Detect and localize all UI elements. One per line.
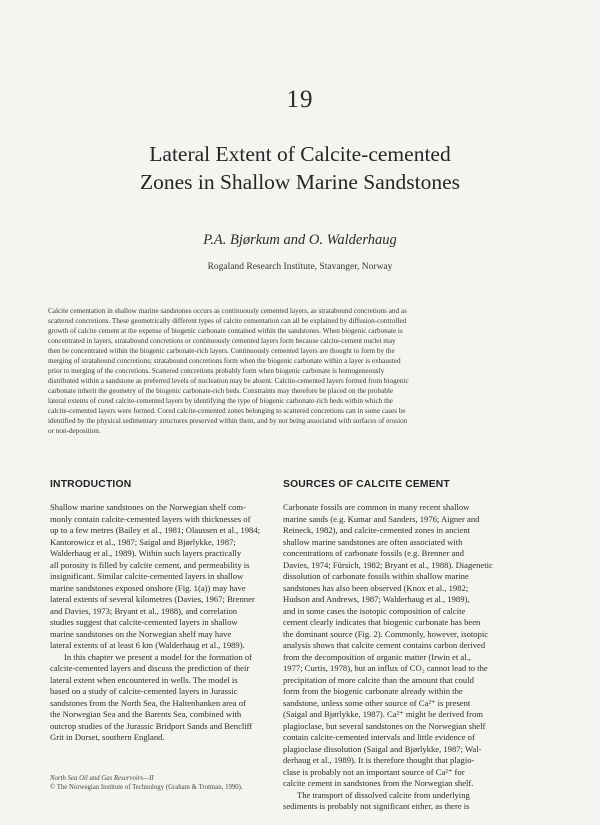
text-line: Carbonate fossils are common in many recent shallow	[283, 502, 470, 512]
text-line: marine sandstones exposed onshore (Fig. 1(a)) may have	[50, 582, 246, 593]
text-line: contain calcite-cemented intervals and little evidence of	[283, 732, 475, 742]
text-line: Reineck, 1982), and calcite-cemented zones in ancient	[283, 525, 471, 535]
text-line: insignificant. Similar calcite-cemented layers in shallow	[50, 571, 244, 581]
introduction-paragraph-2	[50, 652, 298, 744]
text-line: sandstones has also been observed (Knox et al., 1982;	[283, 582, 469, 593]
footer	[50, 774, 290, 792]
text-line: calcite-cemented layers and discuss the prediction of their	[50, 663, 250, 673]
text-line: precipitation of more calcite than the amount that could	[283, 674, 474, 685]
text-line: plagioclase, but several sandstones on the Norwegian shelf	[283, 720, 486, 731]
text-line: Hudson and Andrews, 1987; Walderhaug et al., 1989),	[283, 594, 470, 604]
text-line: monly contain calcite-cemented layers with thicknesses of	[50, 513, 251, 524]
chapter-title-line-2: Zones in Shallow Marine Sandstones	[139, 170, 461, 194]
text-line: sediments is probably not significant either, as there is	[283, 801, 470, 811]
text-line: from the decomposition of organic matter (Irwin et al.,	[283, 651, 471, 662]
sources-paragraph-1	[283, 502, 531, 790]
text-line: Walderhaug et al., 1989). Within such layers practically	[50, 548, 242, 558]
text-line: up to a few metres (Bailey et al., 1981; Olaussen et al., 1984;	[50, 525, 261, 535]
text-line: the dominant source (Fig. 2). Commonly, however, isotopic	[283, 628, 489, 639]
text-line: clase is probably not an important source of Ca²⁺ for	[283, 766, 465, 777]
text-line: marine sands (e.g. Kumar and Sanders, 1976; Aigner and	[283, 513, 480, 524]
text-line: (Saigal and Bjørlykke, 1987). Ca²⁺ might be derived from	[283, 709, 483, 719]
text-line: Kantorowicz et al., 1987; Saigal and Bjørlykke, 1987;	[50, 536, 236, 547]
abstract-line: lateral extents of cored calcite-cemented layers by identifying the type of biogenic carbonate-rich beds within which the	[48, 397, 393, 405]
abstract	[48, 306, 553, 436]
text-line: Davies, 1974; Fürsich, 1982; Bryant et al., 1988). Diagenetic	[283, 559, 493, 570]
text-line: outcrop studies of the Jurassic Bridport Sands and Bencliff	[50, 720, 253, 731]
abstract-line: calcite-cemented layers were formed. Cored calcite-cemented zones belonging to scattered concretions can in some cases be	[48, 407, 406, 415]
affiliation: Rogaland Research Institute, Stavanger, Norway	[207, 262, 393, 272]
text-line: derhaug et al., 1989). It is therefore thought that plagio-	[283, 755, 475, 765]
text-line: concentrations of carbonate fossils (e.g. Brenner and	[283, 548, 464, 558]
text-line: plagioclase dissolution (Saigal and Bjørlykke, 1987; Wal-	[283, 743, 482, 754]
text-line: Grit in Dorset, southern England.	[50, 732, 165, 742]
abstract-line: scattered concretions. These geometrically different types of calcite cementation can all be explained by diffusion-controlled	[48, 317, 407, 325]
abstract-line: or non-deposition.	[48, 427, 101, 435]
footer-journal: North Sea Oil and Gas Reservoirs—II	[50, 775, 154, 782]
text-line: the Norwegian Sea and the Barents Sea, combined with	[50, 709, 242, 719]
authors: P.A. Bjørkum and O. Walderhaug	[203, 232, 397, 248]
text-line: studies suggest that calcite-cemented layers in shallow	[50, 617, 238, 627]
sources-heading: SOURCES OF CALCITE CEMENT	[283, 479, 450, 490]
abstract-line: Calcite cementation in shallow marine sandstones occurs as continuously cemented layers, as stratabound concretions and as	[48, 307, 407, 315]
abstract-line: merging of stratabound concretions; stratabound concretions form when the biogenic carbonate within a layer is exhausted	[48, 357, 401, 365]
abstract-line: prior to merging of the concretions. Scattered concretions probably form when biogenic carbonate is homogeneously	[48, 367, 385, 375]
text-line: lateral extent when encountered in wells. The model is	[50, 674, 238, 685]
text-line: based on a study of calcite-cemented layers in Jurassic	[50, 686, 238, 696]
text-line: form from the biogenic carbonate already within the	[283, 686, 463, 696]
abstract-line: carbonate inherit the geometry of the biogenic carbonate-rich beds. Constraints may therefore be placed on the probable	[48, 387, 394, 395]
text-line: cement clearly indicates that biogenic carbonate has been	[283, 617, 481, 627]
footer-copyright: © The Norwegian Institute of Technology (Graham & Trotman, 1990).	[50, 784, 243, 791]
text-line: and in some cases the isotopic composition of calcite	[283, 605, 466, 616]
text-line: marine sandstones on the Norwegian shelf may have	[50, 628, 232, 639]
chapter-title	[0, 140, 600, 196]
text-line: lateral extents of at least 6 km (Walderhaug et al., 1989).	[50, 640, 245, 650]
text-line: and Davies, 1973; Bryant et al., 1988), and correlation	[50, 605, 238, 616]
text-line: 1977; Curtis, 1978), but an influx of CO₂ cannot lead to the	[283, 663, 488, 673]
text-line: Shallow marine sandstones on the Norwegian shelf com-	[50, 502, 246, 512]
abstract-line: identified by the physical sedimentary structures preserved within them, and by not being associated with surfaces of erosion	[48, 417, 408, 425]
text-line: lateral extents of several kilometres (Davies, 1967; Brenner	[50, 594, 255, 604]
text-line: shallow marine sandstones are often associated with	[283, 536, 463, 547]
text-line: dissolution of carbonate fossils within shallow marine	[283, 571, 469, 581]
introduction-heading: INTRODUCTION	[50, 479, 132, 490]
abstract-line: growth of calcite cement at the expense of biogenic carbonate contained within the sandstones. When biogenic carbonate is	[48, 327, 403, 335]
text-line: analysis shows that calcite cement contains carbon derived	[283, 640, 486, 650]
text-line: calcite cement in sandstones from the Norwegian shelf.	[283, 778, 474, 788]
text-line: In this chapter we present a model for the formation of	[64, 651, 253, 662]
text-line: sandstones from the North Sea, the Haltenbanken area of	[50, 697, 246, 708]
sources-paragraph-2	[283, 790, 531, 813]
abstract-line: then be concentrated within the biogenic carbonate-rich layers. Continuously cemented layers are thought to form by the	[48, 347, 395, 355]
introduction-paragraph-1	[50, 502, 298, 652]
abstract-line: distributed within a sandstone as preferred levels of nucleation may be absent. Calcite-cemented layers formed from biogenic	[48, 377, 409, 385]
text-line: sandstone, unless some other source of Ca²⁺ is present	[283, 697, 471, 708]
introduction-column	[50, 478, 298, 744]
chapter-number: 19	[286, 86, 314, 113]
text-line: The transport of dissolved calcite from underlying	[297, 789, 470, 800]
text-line: all porosity is filled by calcite cement, and permeability is	[50, 559, 250, 570]
sources-column	[283, 478, 531, 813]
abstract-line: concentrated in layers, stratabound concretions or continuously cemented layers form because calcite-cement nuclei may	[48, 337, 396, 345]
chapter-title-line-1: Lateral Extent of Calcite-cemented	[149, 142, 451, 166]
